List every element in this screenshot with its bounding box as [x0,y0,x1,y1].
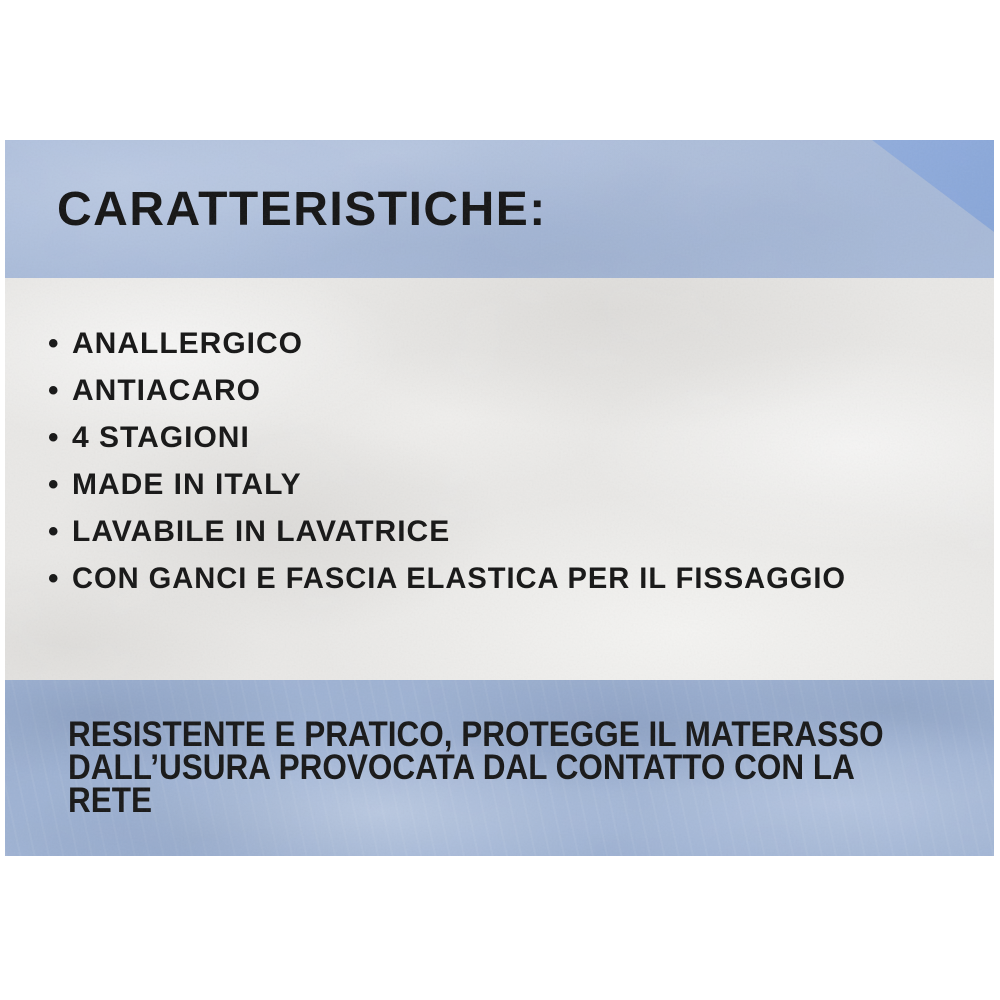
bullet-dot-icon: • [48,562,60,595]
feature-item [48,468,994,515]
feature-label: MADE IN ITALY [72,468,302,501]
feature-item [48,327,994,374]
feature-item [48,562,994,609]
feature-label: CON GANCI E FASCIA ELASTICA PER IL FISSAGGIO [72,562,847,595]
footer-line-2: DALL’USURA PROVOCATA DAL CONTATTO CON LA [68,748,855,787]
feature-label: 4 STAGIONI [72,421,250,454]
features-section [5,278,994,680]
header-band [5,140,994,278]
bullet-dot-icon: • [48,515,60,548]
feature-item [48,374,994,421]
product-infographic-image [5,140,994,856]
bullet-dot-icon: • [48,327,60,360]
bullet-dot-icon: • [48,374,60,407]
feature-label: ANTIACARO [72,374,261,407]
bullet-dot-icon: • [48,468,60,501]
feature-label: LAVABILE IN LAVATRICE [72,515,451,548]
footer-line-1: RESISTENTE E PRATICO, PROTEGGE IL MATERASSO [68,715,884,754]
footer-band [5,680,994,856]
feature-list [5,278,994,609]
feature-item [48,515,994,562]
feature-label: ANALLERGICO [72,327,303,360]
fabric-corner-backdrop [872,140,994,232]
feature-item [48,421,994,468]
bullet-dot-icon: • [48,421,60,454]
footer-description [5,680,994,820]
page-title: CARATTERISTICHE: [57,182,547,236]
footer-line-3: RETE [68,781,153,820]
